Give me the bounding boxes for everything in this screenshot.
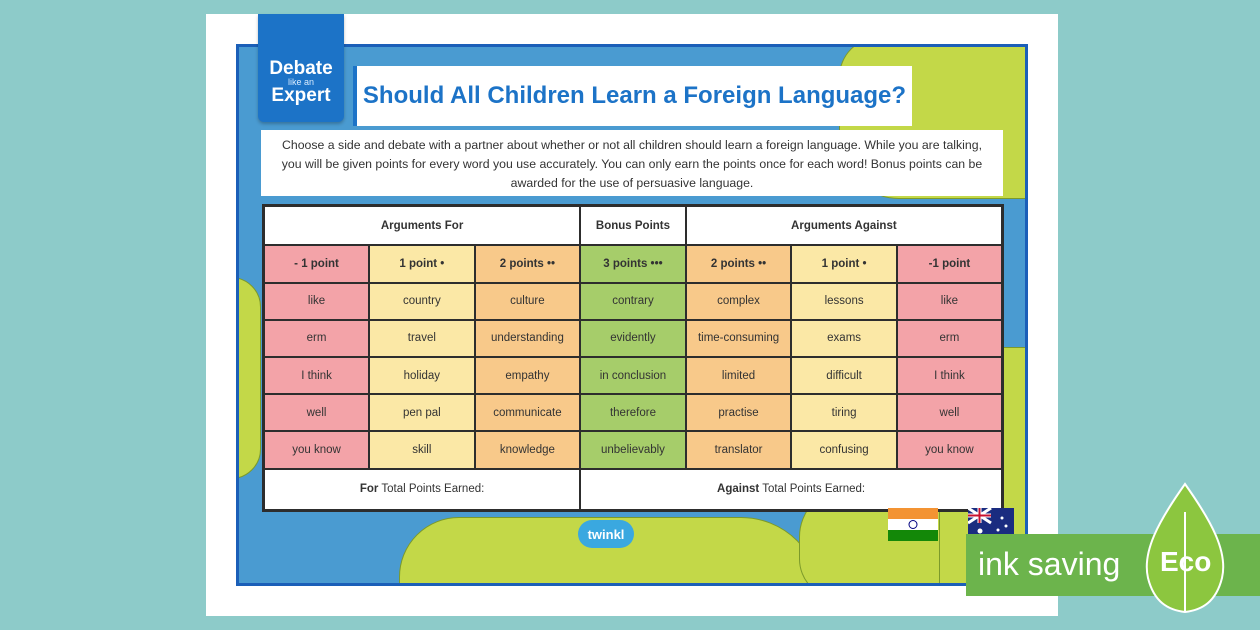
word-cell: well [264, 394, 370, 431]
points-cell: 1 point • [369, 245, 475, 282]
word-cell: understanding [475, 320, 581, 357]
points-cell: 2 points •• [475, 245, 581, 282]
word-cell: travel [369, 320, 475, 357]
word-cell: well [897, 394, 1003, 431]
word-cell: evidently [580, 320, 686, 357]
word-cell: empathy [475, 357, 581, 394]
word-cell: difficult [791, 357, 897, 394]
word-cell: therefore [580, 394, 686, 431]
twinkl-logo: twinkl [578, 520, 634, 548]
word-cell: culture [475, 283, 581, 320]
word-cell: confusing [791, 431, 897, 468]
for-total-label: For [359, 483, 379, 496]
intro-text: Choose a side and debate with a partner about whether or not all children should learn a foreign language. While you are talking, you will be given points for every word you use accurately. You can only earn the points once for each word! Bonus points can be awarded for the use of persuasive language. [261, 130, 1003, 196]
points-cell: -1 point [897, 245, 1003, 282]
points-cell: - 1 point [264, 245, 370, 282]
for-total[interactable] [264, 469, 581, 511]
table-row [264, 394, 1003, 431]
header-arguments-for: Arguments For [264, 206, 581, 246]
header-arguments-against: Arguments Against [686, 206, 1003, 246]
against-total[interactable] [580, 469, 1002, 511]
debate-badge [258, 14, 344, 122]
word-cell: knowledge [475, 431, 581, 468]
word-cell: I think [897, 357, 1003, 394]
points-table [262, 204, 1004, 512]
table-row [264, 431, 1003, 468]
word-cell: time-consuming [686, 320, 792, 357]
word-cell: like [264, 283, 370, 320]
word-cell: like [897, 283, 1003, 320]
word-cell: you know [897, 431, 1003, 468]
word-cell: practise [686, 394, 792, 431]
badge-line1: Debate [269, 58, 333, 79]
word-cell: exams [791, 320, 897, 357]
word-cell: country [369, 283, 475, 320]
against-total-label: Against [717, 483, 760, 496]
india-flag-icon [888, 508, 938, 541]
word-cell: unbelievably [580, 431, 686, 468]
word-cell: translator [686, 431, 792, 468]
eco-label: Eco [1160, 546, 1212, 577]
word-cell: you know [264, 431, 370, 468]
word-cell: pen pal [369, 394, 475, 431]
word-cell: contrary [580, 283, 686, 320]
word-cell: holiday [369, 357, 475, 394]
table-row [264, 283, 1003, 320]
word-cell: limited [686, 357, 792, 394]
eco-text: ink saving [978, 546, 1121, 582]
header-bonus-points: Bonus Points [580, 206, 686, 246]
table-row [264, 357, 1003, 394]
word-cell: complex [686, 283, 792, 320]
word-cell: I think [264, 357, 370, 394]
points-cell: 3 points ••• [580, 245, 686, 282]
word-cell: erm [264, 320, 370, 357]
against-total-text: Total Points Earned: [759, 483, 866, 496]
table-row [264, 320, 1003, 357]
word-cell: communicate [475, 394, 581, 431]
page-title: Should All Children Learn a Foreign Language? [353, 66, 912, 126]
badge-line2: like an [287, 77, 314, 87]
word-cell: erm [897, 320, 1003, 357]
points-cell: 1 point • [791, 245, 897, 282]
badge-line3: Expert [271, 85, 331, 106]
points-cell: 2 points •• [686, 245, 792, 282]
word-cell: in conclusion [580, 357, 686, 394]
word-cell: lessons [791, 283, 897, 320]
word-cell: skill [369, 431, 475, 468]
word-cell: tiring [791, 394, 897, 431]
for-total-text: Total Points Earned: [378, 483, 485, 496]
